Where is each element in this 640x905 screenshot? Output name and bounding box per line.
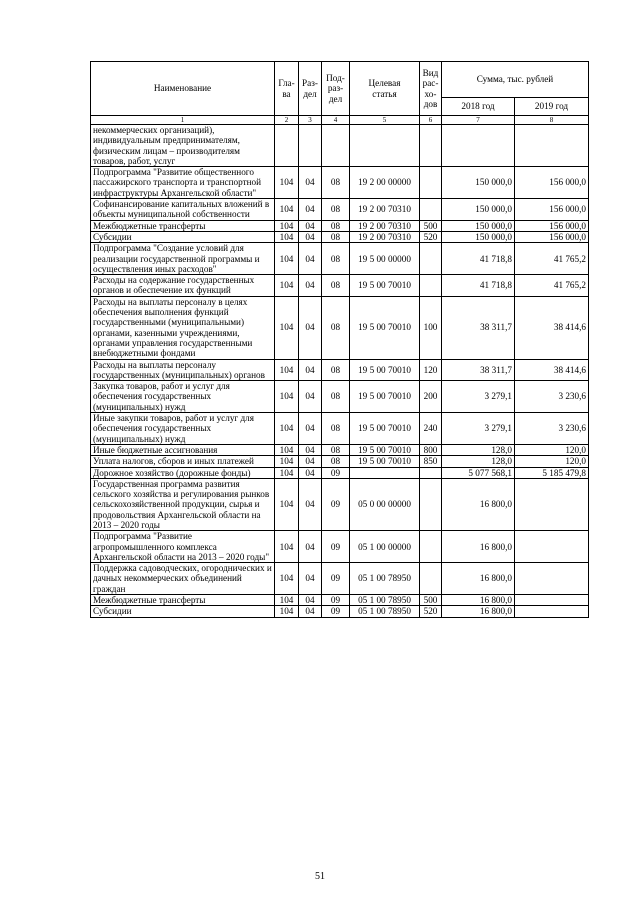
row-sum-2019: 5 185 479,8 xyxy=(515,467,589,478)
row-target: 19 5 00 00000 xyxy=(350,243,420,275)
row-sum-2018: 41 718,8 xyxy=(442,275,515,297)
table-row xyxy=(91,595,589,606)
row-chapter: 104 xyxy=(275,563,299,595)
header-sum: Сумма, тыс. рублей xyxy=(442,62,589,98)
row-target: 05 1 00 00000 xyxy=(350,531,420,563)
row-sum-2019: 156 000,0 xyxy=(515,231,589,242)
table-row xyxy=(91,444,589,455)
row-name: Расходы на выплаты персоналу государственных (муниципальных) органов xyxy=(91,359,275,381)
row-expense-type xyxy=(420,125,442,167)
row-chapter: 104 xyxy=(275,467,299,478)
row-expense-type: 200 xyxy=(420,381,442,413)
row-section xyxy=(299,125,322,167)
header-name: Наименование xyxy=(91,62,275,116)
row-name: Подпрограмма "Создание условий для реализации государственной программы и осуществления иных расходов" xyxy=(91,243,275,275)
row-sum-2019 xyxy=(515,531,589,563)
row-sum-2018: 41 718,8 xyxy=(442,243,515,275)
row-target: 19 5 00 70010 xyxy=(350,359,420,381)
row-name: Закупка товаров, работ и услуг для обеспечения государственных (муниципальных) нужд xyxy=(91,381,275,413)
row-chapter: 104 xyxy=(275,275,299,297)
row-expense-type: 500 xyxy=(420,595,442,606)
row-name: Уплата налогов, сборов и иных платежей xyxy=(91,456,275,467)
column-number: 5 xyxy=(350,116,420,125)
row-name: Иные бюджетные ассигнования xyxy=(91,444,275,455)
header-expense-type xyxy=(420,62,442,116)
header-target-text: Целевая статья xyxy=(368,78,401,99)
header-year-2019: 2019 год xyxy=(515,98,589,116)
row-chapter: 104 xyxy=(275,296,299,359)
row-section: 04 xyxy=(299,199,322,221)
row-sum-2018: 150 000,0 xyxy=(442,199,515,221)
row-target xyxy=(350,125,420,167)
row-sum-2019: 3 230,6 xyxy=(515,381,589,413)
row-section: 04 xyxy=(299,243,322,275)
table-row xyxy=(91,167,589,199)
row-target: 19 2 00 00000 xyxy=(350,167,420,199)
row-name: Подпрограмма "Развитие агропромышленного комплекса Архангельской области на 2013 – 2020 годы" xyxy=(91,531,275,563)
row-sum-2019 xyxy=(515,478,589,530)
row-expense-type xyxy=(420,563,442,595)
row-target: 19 2 00 70310 xyxy=(350,199,420,221)
row-expense-type: 100 xyxy=(420,296,442,359)
row-sum-2019: 3 230,6 xyxy=(515,413,589,445)
row-subsection: 09 xyxy=(322,563,350,595)
column-number: 2 xyxy=(275,116,299,125)
row-subsection: 09 xyxy=(322,531,350,563)
row-subsection xyxy=(322,125,350,167)
row-expense-type: 850 xyxy=(420,456,442,467)
row-expense-type xyxy=(420,478,442,530)
header-subsection xyxy=(322,62,350,116)
row-sum-2019 xyxy=(515,563,589,595)
row-chapter: 104 xyxy=(275,231,299,242)
row-sum-2018: 16 800,0 xyxy=(442,595,515,606)
row-section: 04 xyxy=(299,220,322,231)
row-subsection: 08 xyxy=(322,167,350,199)
header-target xyxy=(350,62,420,116)
row-expense-type xyxy=(420,243,442,275)
table-row xyxy=(91,413,589,445)
row-expense-type: 240 xyxy=(420,413,442,445)
row-expense-type: 520 xyxy=(420,606,442,617)
row-target: 19 5 00 70010 xyxy=(350,413,420,445)
row-target: 19 5 00 70010 xyxy=(350,381,420,413)
row-target: 05 1 00 78950 xyxy=(350,595,420,606)
row-chapter: 104 xyxy=(275,199,299,221)
table-row xyxy=(91,456,589,467)
column-number: 4 xyxy=(322,116,350,125)
row-subsection: 08 xyxy=(322,413,350,445)
row-expense-type: 120 xyxy=(420,359,442,381)
row-section: 04 xyxy=(299,563,322,595)
row-sum-2019 xyxy=(515,606,589,617)
row-name: Поддержка садоводческих, огороднических и дачных некоммерческих объединений граждан xyxy=(91,563,275,595)
row-section: 04 xyxy=(299,413,322,445)
row-section: 04 xyxy=(299,275,322,297)
row-chapter: 104 xyxy=(275,606,299,617)
row-section: 04 xyxy=(299,456,322,467)
row-sum-2018: 128,0 xyxy=(442,444,515,455)
row-section: 04 xyxy=(299,296,322,359)
row-chapter: 104 xyxy=(275,243,299,275)
row-subsection: 08 xyxy=(322,359,350,381)
table-row xyxy=(91,531,589,563)
row-target: 19 5 00 70010 xyxy=(350,444,420,455)
table-row xyxy=(91,243,589,275)
row-name: некоммерческих организаций), индивидуальным предпринимателям, физическим лицам – производителям товаров, работ, услуг xyxy=(91,125,275,167)
row-sum-2019: 156 000,0 xyxy=(515,167,589,199)
row-name: Софинансирование капитальных вложений в объекты муниципальной собственности xyxy=(91,199,275,221)
table-row xyxy=(91,563,589,595)
row-expense-type xyxy=(420,467,442,478)
row-target: 19 5 00 70010 xyxy=(350,456,420,467)
header-section-text: Раз- дел xyxy=(302,78,318,99)
row-name: Иные закупки товаров, работ и услуг для обеспечения государственных (муниципальных) нужд xyxy=(91,413,275,445)
row-name: Субсидии xyxy=(91,606,275,617)
row-subsection: 08 xyxy=(322,243,350,275)
row-name: Расходы на содержание государственных органов и обеспечение их функций xyxy=(91,275,275,297)
row-sum-2019: 156 000,0 xyxy=(515,199,589,221)
budget-table xyxy=(90,61,589,618)
table-row xyxy=(91,125,589,167)
row-sum-2018: 16 800,0 xyxy=(442,563,515,595)
row-subsection: 08 xyxy=(322,275,350,297)
row-sum-2019: 41 765,2 xyxy=(515,275,589,297)
row-subsection: 09 xyxy=(322,606,350,617)
row-target: 05 1 00 78950 xyxy=(350,563,420,595)
row-subsection: 09 xyxy=(322,478,350,530)
row-chapter: 104 xyxy=(275,220,299,231)
column-number: 6 xyxy=(420,116,442,125)
row-target: 05 1 00 78950 xyxy=(350,606,420,617)
row-chapter: 104 xyxy=(275,478,299,530)
row-target: 05 0 00 00000 xyxy=(350,478,420,530)
row-expense-type xyxy=(420,275,442,297)
row-expense-type xyxy=(420,167,442,199)
row-expense-type xyxy=(420,531,442,563)
row-sum-2019: 41 765,2 xyxy=(515,243,589,275)
row-section: 04 xyxy=(299,606,322,617)
row-section: 04 xyxy=(299,444,322,455)
row-section: 04 xyxy=(299,359,322,381)
row-sum-2018: 3 279,1 xyxy=(442,413,515,445)
row-target: 19 5 00 70010 xyxy=(350,296,420,359)
row-section: 04 xyxy=(299,467,322,478)
row-sum-2018: 150 000,0 xyxy=(442,231,515,242)
row-section: 04 xyxy=(299,167,322,199)
row-subsection: 08 xyxy=(322,456,350,467)
row-chapter: 104 xyxy=(275,444,299,455)
row-sum-2018: 150 000,0 xyxy=(442,167,515,199)
table-row xyxy=(91,359,589,381)
row-chapter: 104 xyxy=(275,381,299,413)
row-section: 04 xyxy=(299,478,322,530)
row-sum-2019: 120,0 xyxy=(515,456,589,467)
row-sum-2019: 156 000,0 xyxy=(515,220,589,231)
row-sum-2018: 150 000,0 xyxy=(442,220,515,231)
row-sum-2019 xyxy=(515,125,589,167)
row-sum-2019: 120,0 xyxy=(515,444,589,455)
table-row xyxy=(91,296,589,359)
header-chapter xyxy=(275,62,299,116)
row-name: Субсидии xyxy=(91,231,275,242)
row-sum-2019: 38 414,6 xyxy=(515,296,589,359)
row-subsection: 08 xyxy=(322,381,350,413)
row-name: Межбюджетные трансферты xyxy=(91,220,275,231)
column-number: 8 xyxy=(515,116,589,125)
row-expense-type: 520 xyxy=(420,231,442,242)
table-row xyxy=(91,381,589,413)
header-subsection-text: Под- раз- дел xyxy=(326,72,345,104)
table-body xyxy=(91,125,589,618)
row-name: Дорожное хозяйство (дорожные фонды) xyxy=(91,467,275,478)
row-chapter: 104 xyxy=(275,531,299,563)
row-sum-2018: 16 800,0 xyxy=(442,606,515,617)
column-number: 3 xyxy=(299,116,322,125)
row-sum-2018 xyxy=(442,125,515,167)
row-chapter: 104 xyxy=(275,456,299,467)
row-target: 19 2 00 70310 xyxy=(350,231,420,242)
table-row xyxy=(91,478,589,530)
row-sum-2019 xyxy=(515,595,589,606)
row-subsection: 08 xyxy=(322,296,350,359)
row-chapter: 104 xyxy=(275,167,299,199)
row-name: Межбюджетные трансферты xyxy=(91,595,275,606)
column-number: 1 xyxy=(91,116,275,125)
row-section: 04 xyxy=(299,381,322,413)
row-chapter: 104 xyxy=(275,595,299,606)
row-subsection: 08 xyxy=(322,220,350,231)
header-section xyxy=(299,62,322,116)
row-name: Расходы на выплаты персоналу в целях обеспечения выполнения функций государственными (муниципальными) органами, казенными учреждениями, органами управления государственными внебюджетными фондами xyxy=(91,296,275,359)
row-sum-2018: 38 311,7 xyxy=(442,296,515,359)
row-target xyxy=(350,467,420,478)
row-subsection: 09 xyxy=(322,595,350,606)
row-target: 19 5 00 70010 xyxy=(350,275,420,297)
row-sum-2018: 5 077 568,1 xyxy=(442,467,515,478)
row-target: 19 2 00 70310 xyxy=(350,220,420,231)
row-sum-2018: 3 279,1 xyxy=(442,381,515,413)
header-chapter-text: Гла- ва xyxy=(278,78,295,99)
row-sum-2018: 128,0 xyxy=(442,456,515,467)
row-subsection: 09 xyxy=(322,467,350,478)
table-row xyxy=(91,231,589,242)
row-name: Государственная программа развития сельского хозяйства и регулирования рынков сельскохозяйственной продукции, сырья и продовольствия Архангельской области на 2013 – 2020 годы xyxy=(91,478,275,530)
row-subsection: 08 xyxy=(322,199,350,221)
row-section: 04 xyxy=(299,531,322,563)
row-expense-type: 500 xyxy=(420,220,442,231)
row-sum-2018: 38 311,7 xyxy=(442,359,515,381)
row-section: 04 xyxy=(299,231,322,242)
row-name: Подпрограмма "Развитие общественного пассажирского транспорта и транспортной инфраструктуры Архангельской области" xyxy=(91,167,275,199)
row-expense-type xyxy=(420,199,442,221)
row-subsection: 08 xyxy=(322,231,350,242)
table-row xyxy=(91,220,589,231)
table-row xyxy=(91,467,589,478)
row-sum-2018: 16 800,0 xyxy=(442,478,515,530)
column-number: 7 xyxy=(442,116,515,125)
table-row xyxy=(91,275,589,297)
row-subsection: 08 xyxy=(322,444,350,455)
row-sum-2019: 38 414,6 xyxy=(515,359,589,381)
table-row xyxy=(91,199,589,221)
page-number: 51 xyxy=(315,871,325,882)
row-expense-type: 800 xyxy=(420,444,442,455)
row-sum-2018: 16 800,0 xyxy=(442,531,515,563)
row-chapter: 104 xyxy=(275,359,299,381)
row-section: 04 xyxy=(299,595,322,606)
header-expense-type-text: Вид рас- хо- дов xyxy=(422,67,439,109)
row-chapter: 104 xyxy=(275,413,299,445)
header-year-2018: 2018 год xyxy=(442,98,515,116)
table-row xyxy=(91,606,589,617)
row-chapter xyxy=(275,125,299,167)
